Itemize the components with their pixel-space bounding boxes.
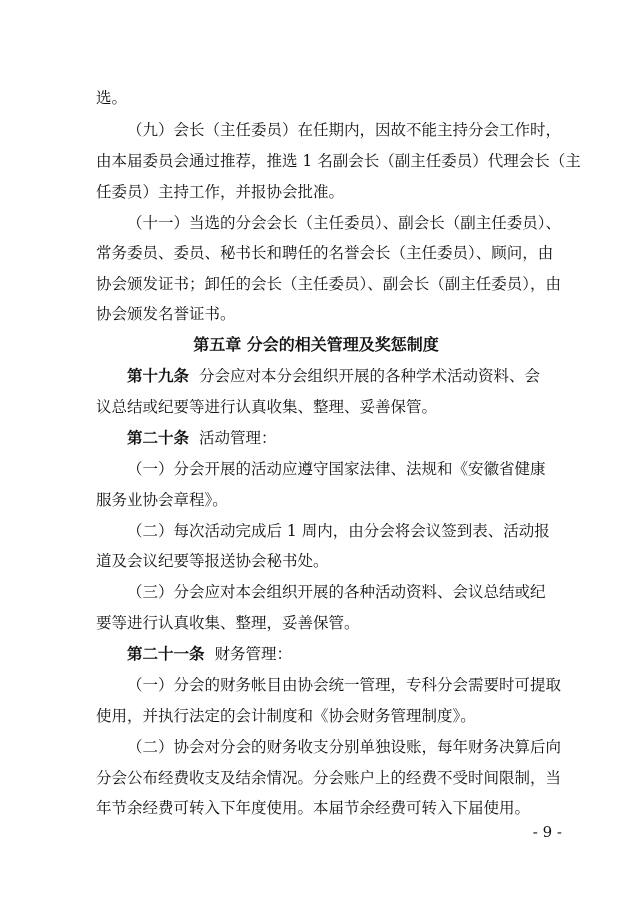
paragraph-9: （九）会长（主任委员）在任期内，因故不能主持分会工作时， xyxy=(127,121,562,139)
page-number: - 9 - xyxy=(532,823,562,841)
article-19-text: 分会应对本分会组织开展的各种学术活动资料、会 xyxy=(199,367,541,385)
text-line: 分会公布经费收支及结余情况。分会账户上的经费不受时间限制，当 xyxy=(96,769,562,787)
article-19 xyxy=(127,366,540,386)
paragraph-21-2: （二）协会对分会的财务收支分别单独设账，每年财务决算后向 xyxy=(127,738,562,756)
article-20 xyxy=(127,428,277,448)
article-21-title: 第二十一条 xyxy=(127,645,205,663)
article-21 xyxy=(127,644,292,664)
text-line: 常务委员、委员、秘书长和聘任的名誉会长（主任委员）、顾问，由 xyxy=(96,244,554,262)
text-line: 服务业协会章程》。 xyxy=(96,491,228,509)
text-line: 使用，并执行法定的会计制度和《协会财务管理制度》。 xyxy=(96,707,476,725)
article-21-text: 财务管理： xyxy=(214,645,293,663)
text-line: 任委员）主持工作，并报协会批准。 xyxy=(96,183,345,201)
chapter-heading: 第五章 分会的相关管理及奖惩制度 xyxy=(193,335,439,354)
text-line: 选。 xyxy=(96,89,128,107)
text-line: 协会颁发名誉证书。 xyxy=(96,305,236,323)
text-line: 协会颁发证书；卸任的会长（主任委员）、副会长（副主任委员），由 xyxy=(96,275,562,293)
text-line: 年节余经费可转入下年度使用。本届节余经费可转入下届使用。 xyxy=(96,799,531,817)
paragraph-20-3: （三）分会应对本会组织开展的各种活动资料、会议总结或纪 xyxy=(127,583,546,601)
paragraph-20-2: （二）每次活动完成后 1 周内，由分会将会议签到表、活动报 xyxy=(127,522,550,540)
text-line: 由本届委员会通过推荐，推选 1 名副会长（副主任委员）代理会长（主 xyxy=(96,152,581,170)
paragraph-11: （十一）当选的分会会长（主任委员）、副会长（副主任委员）、 xyxy=(127,214,562,232)
article-20-text: 活动管理： xyxy=(199,429,277,447)
article-19-title: 第十九条 xyxy=(127,367,190,385)
paragraph-21-1: （一）分会的财务帐目由协会统一管理，专科分会需要时可提取 xyxy=(127,676,562,694)
text-line: 道及会议纪要等报送协会秘书处。 xyxy=(96,552,329,570)
text-line: 要等进行认真收集、整理，妥善保管。 xyxy=(96,614,360,632)
text-line: 议总结或纪要等进行认真收集、整理、妥善保管。 xyxy=(96,398,438,416)
paragraph-20-1: （一）分会开展的活动应遵守国家法律、法规和《安徽省健康 xyxy=(127,460,546,478)
article-20-title: 第二十条 xyxy=(127,429,190,447)
